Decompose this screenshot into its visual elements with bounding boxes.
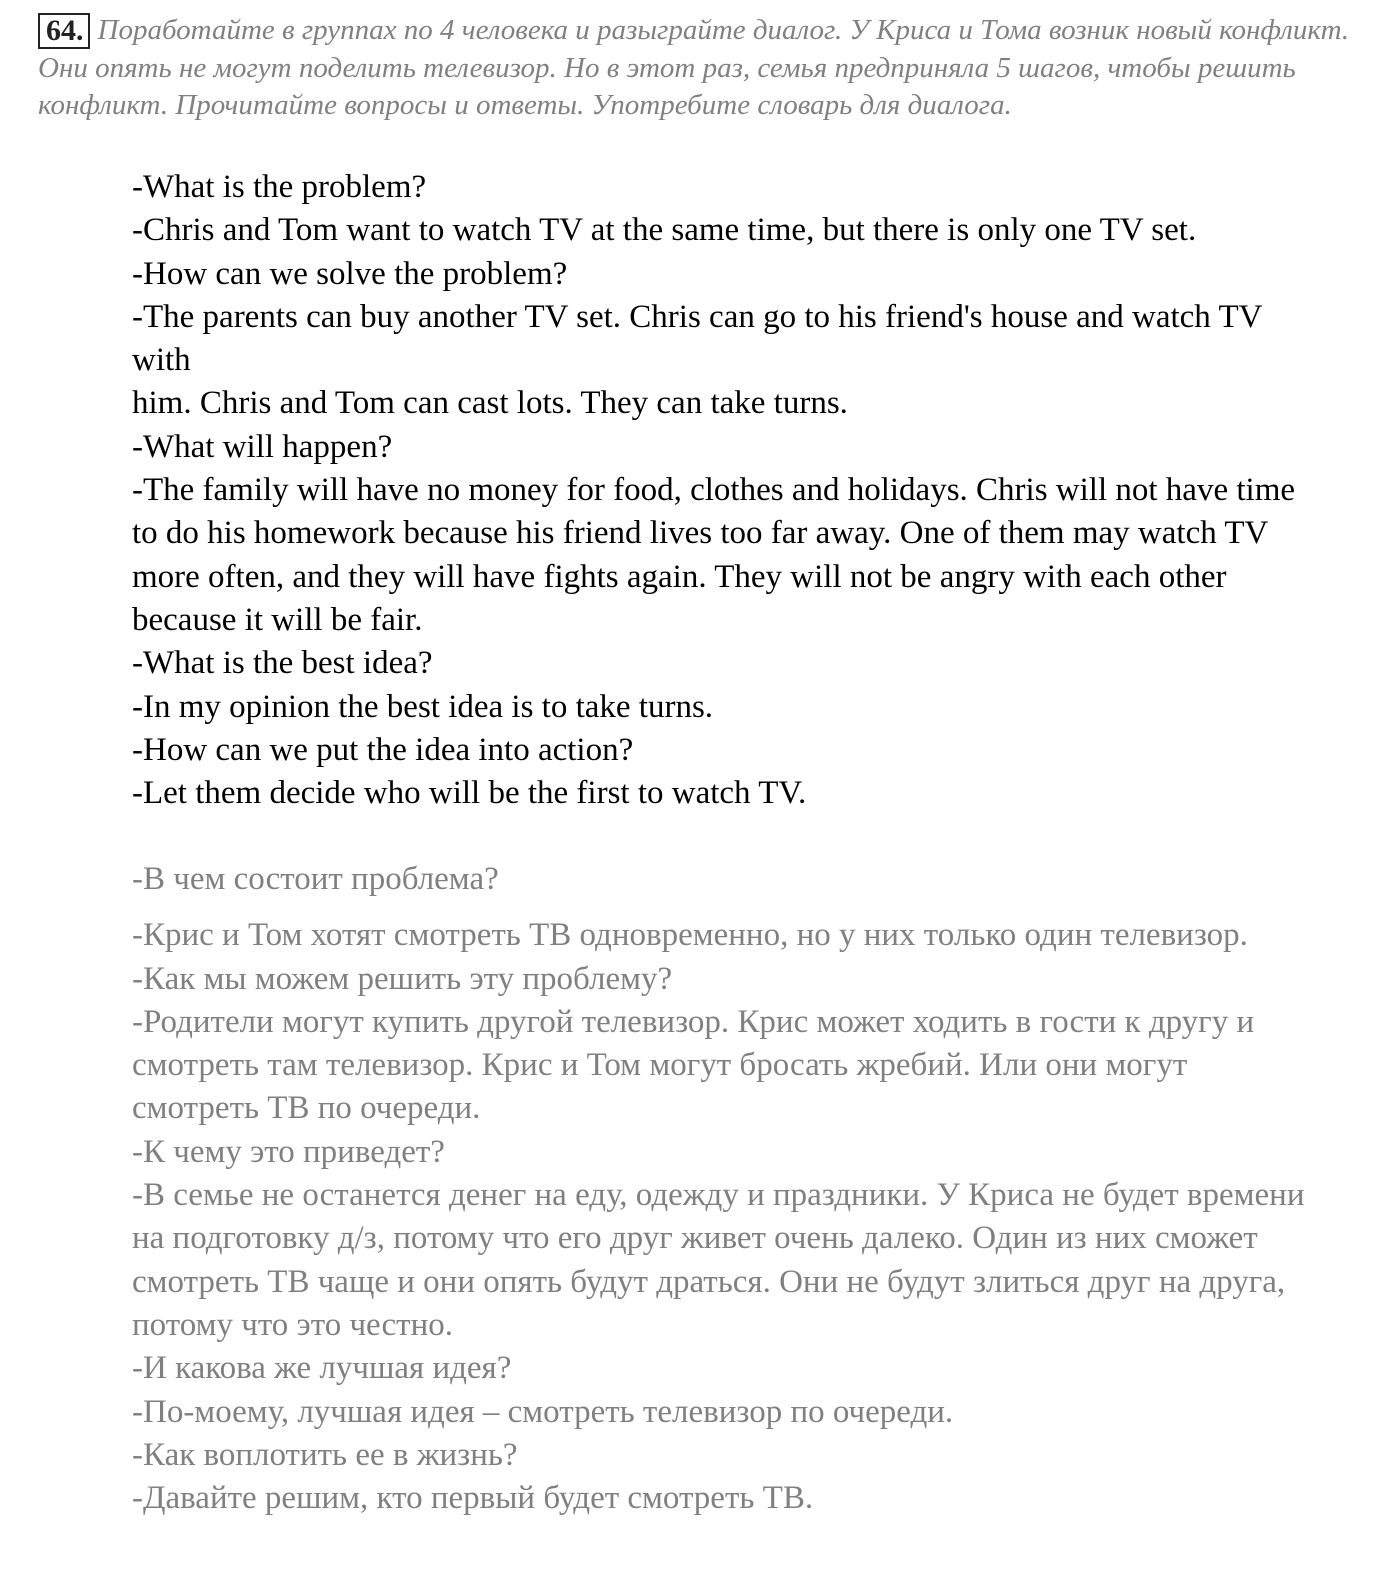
english-line: -How can we solve the problem? bbox=[132, 255, 568, 292]
english-line: -How can we put the idea into action? bbox=[132, 731, 634, 768]
exercise-instructions bbox=[38, 12, 1378, 125]
russian-line: -Родители могут купить другой телевизор. Крис может ходить в гости к другу и смотреть там телевизор. Крис и Том могут бросать жребий. Или они могут смотреть ТВ по очереди. bbox=[132, 1003, 1255, 1127]
russian-dialog bbox=[132, 858, 1307, 1520]
russian-line: -К чему это приведет? bbox=[132, 1133, 445, 1170]
russian-line: -В чем состоит проблема? bbox=[132, 861, 499, 897]
english-line: him. Chris and Tom can cast lots. They can take turns. bbox=[132, 385, 848, 422]
russian-line: -По-моему, лучшая идея – смотреть телевизор по очереди. bbox=[132, 1393, 954, 1430]
english-line: -What is the best idea? bbox=[132, 645, 433, 682]
english-line: -The family will have no money for food, clothes and holidays. Chris will not have time to do his homework because his friend lives too far away. One of them may watch TV more often, and they will have fights again. They will not be angry with each other because it will be fair. bbox=[132, 472, 1296, 638]
russian-line: -Крис и Том хотят смотреть ТВ одновременно, но у них только один телевизор. bbox=[132, 917, 1248, 954]
english-line: -Let them decide who will be the first to watch TV. bbox=[132, 775, 807, 812]
russian-line: -Как мы можем решить эту проблему? bbox=[132, 960, 673, 997]
english-line: -In my opinion the best idea is to take turns. bbox=[132, 688, 714, 725]
russian-line: -И какова же лучшая идея? bbox=[132, 1350, 512, 1387]
exercise-number-badge: 64. bbox=[38, 13, 90, 49]
russian-line: -Давайте решим, кто первый будет смотреть ТВ. bbox=[132, 1480, 814, 1517]
english-line: -Chris and Tom want to watch TV at the same time, but there is only one TV set. bbox=[132, 212, 1197, 249]
instructions-text: Поработайте в группах по 4 человека и разыграйте диалог. У Криса и Тома возник новый конфликт. Они опять не могут поделить телевизор. Но в этот раз, семья предприняла 5 шагов, чтобы решить конфликт. Прочитайте вопросы и ответы. Употребите словарь для диалога. bbox=[38, 14, 1350, 121]
russian-line: -Как воплотить ее в жизнь? bbox=[132, 1436, 518, 1473]
english-line: -The parents can buy another TV set. Chris can go to his friend's house and watch TV with bbox=[132, 298, 1262, 379]
english-dialog bbox=[132, 166, 1307, 815]
english-line: -What is the problem? bbox=[132, 169, 427, 205]
english-line: -What will happen? bbox=[132, 428, 393, 465]
russian-line: -В семье не останется денег на еду, одежду и праздники. У Криса не будет времени на подготовку д/з, потому что его друг живет очень далеко. Один из них сможет смотреть ТВ чаще и они опять будут драться. Они не будут злиться друг на друга, потому что это честно. bbox=[132, 1177, 1305, 1343]
